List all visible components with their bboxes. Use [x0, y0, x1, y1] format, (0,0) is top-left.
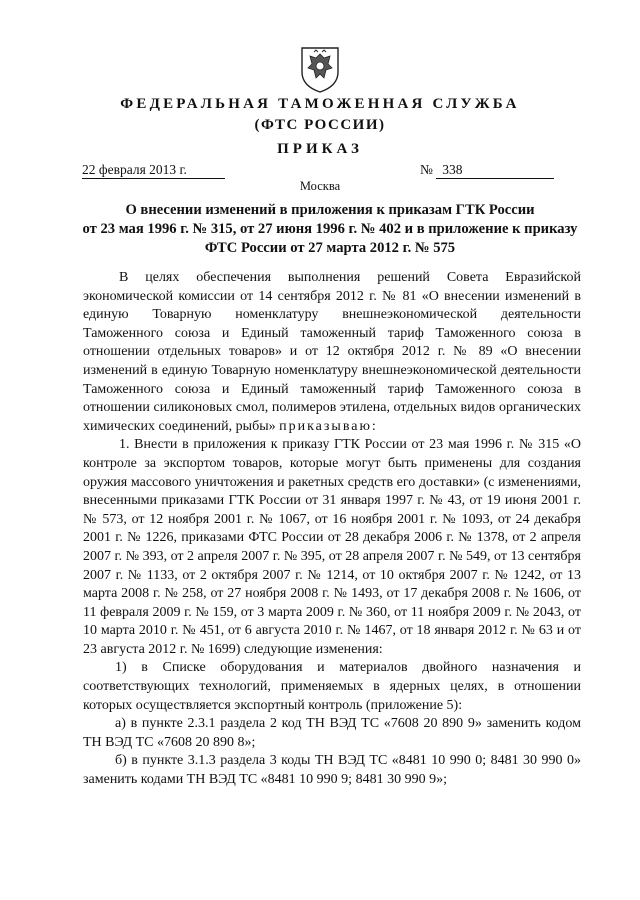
title-line-1: О внесении изменений в приложения к приказам ГТК России — [125, 202, 535, 218]
subitem-1-paragraph: 1) в Списке оборудования и материалов двойного назначения и соответствующих технологий, применяемых в ядерных целях, в отношении которых осуществляется экспортный контроль (приложение 5): — [83, 660, 581, 713]
order-number-block — [420, 162, 558, 179]
agency-short-name: (ФТС РОССИИ) — [254, 117, 386, 133]
coat-of-arms-emblem-icon — [298, 44, 342, 94]
order-number-label: № — [420, 162, 433, 177]
document-type: ПРИКАЗ — [277, 141, 363, 157]
subitem-b-paragraph: б) в пункте 3.1.3 раздела 3 коды ТН ВЭД ТС «8481 10 990 0; 8481 30 990 0» заменить кодами ТН ВЭД ТС «8481 10 990 9; 8481 30 990 9»; — [83, 753, 581, 788]
document-title — [80, 201, 580, 258]
agency-name: ФЕДЕРАЛЬНАЯ ТАМОЖЕННАЯ СЛУЖБА — [120, 96, 520, 112]
document-body — [83, 269, 581, 790]
item-1-paragraph: 1. Внести в приложения к приказу ГТК России от 23 мая 1996 г. № 315 «О контроле за экспортом товаров, которые могут быть применены для создания оружия массового уничтожения и ракетных средств его доставки» (с изменениями, внесенными приказами ГТК России от 31 января 1997 г. № 43, от 19 июня 2001 г. № 573, от 12 ноября 2001 г. № 1067, от 16 ноября 2001 г. № 1093, от 24 декабря 2001 г. № 1226, приказами ФТС России от 28 декабря 2006 г. № 1378, от 2 апреля 2007 г. № 393, от 2 апреля 2007 г. № 395, от 28 апреля 2007 г. № 549, от 13 сентября 2007 г. № 1133, от 2 октября 2007 г. № 1214, от 10 октября 2007 г. № 1242, от 13 марта 2008 г. № 258, от 27 ноября 2008 г. № 1493, от 17 декабря 2008 г. № 1606, от 11 февраля 2009 г. № 159, от 3 марта 2009 г. № 360, от 11 ноября 2009 г. № 2043, от 10 марта 2010 г. № 451, от 6 августа 2010 г. № 1467, от 18 января 2012 г. № 63 и от 23 августа 2012 г. № 1699) следующие изменения: — [83, 437, 581, 657]
city: Москва — [299, 179, 341, 193]
preamble-text: В целях обеспечения выполнения решений Совета Евразийской экономической комиссии от 14 сентября 2012 г. № 81 «О внесении изменений в единую Товарную номенклатуру внешнеэкономической деятельности Таможенного союза и Единый таможенный тариф Таможенного союза в отношении отдельных товаров» и от 12 октября 2012 г. № 89 «О внесении изменений в единую Товарную номенклатуру внешнеэкономической деятельности Таможенного союза и Единый таможенный тариф Таможенного союза в отношении силиконовых смол, полимеров этилена, отдельных видов органических химических соединений, рыбы» — [83, 270, 581, 434]
preamble-paragraph — [83, 269, 581, 436]
order-number: 338 — [436, 162, 554, 179]
order-date: 22 февраля 2013 г. — [82, 162, 225, 179]
order-word: приказываю: — [279, 418, 378, 434]
title-line-2: от 23 мая 1996 г. № 315, от 27 июня 1996 г. № 402 и в приложение к приказу — [82, 221, 578, 237]
subitem-a-paragraph: а) в пункте 2.3.1 раздела 2 код ТН ВЭД ТС «7608 20 890 9» заменить кодом ТН ВЭД ТС «7608 20 890 8»; — [83, 716, 581, 750]
title-line-3: ФТС России от 27 марта 2012 г. № 575 — [204, 240, 456, 256]
